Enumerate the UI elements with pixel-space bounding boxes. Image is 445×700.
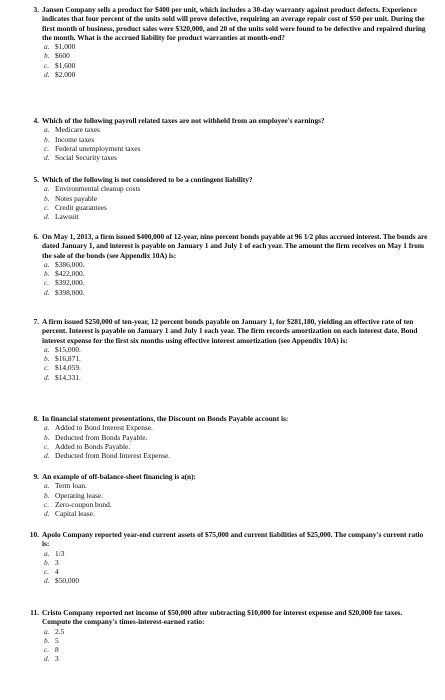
option-letter: a. <box>44 626 50 636</box>
option-letter: b. <box>44 134 50 144</box>
option-letter: c. <box>44 441 50 451</box>
option-letter: d. <box>44 654 50 664</box>
option-text: 2.5 <box>55 626 65 636</box>
option-text: $2,000 <box>55 70 76 80</box>
option-c <box>44 363 432 372</box>
option-a <box>44 260 432 269</box>
option-text: $600 <box>55 51 70 61</box>
option-c <box>44 61 432 70</box>
option-d <box>44 451 432 460</box>
option-letter: d. <box>44 509 50 519</box>
option-text: Deducted from Bond Interest Expense. <box>55 451 171 461</box>
option-text: $50,000 <box>55 576 80 586</box>
option-letter: d. <box>44 212 50 222</box>
question-number: 7. <box>33 317 39 326</box>
option-letter: c. <box>44 202 50 212</box>
option-text: $1,000 <box>55 42 76 52</box>
option-text: 8 <box>55 645 59 655</box>
option-b <box>44 558 432 567</box>
option-a <box>44 42 432 51</box>
option-text: Notes payable <box>55 193 98 203</box>
option-text: Lawsuit <box>55 212 79 222</box>
option-a <box>44 627 432 636</box>
option-b <box>44 491 432 500</box>
question-text: An example of off-balance-sheet financing is a(n): <box>42 472 196 481</box>
option-d <box>44 70 432 79</box>
answer-options <box>22 125 432 162</box>
option-letter: b. <box>44 490 50 500</box>
option-c <box>44 203 432 212</box>
option-d <box>44 509 432 518</box>
option-letter: a. <box>44 42 50 52</box>
option-text: Added to Bonds Payable. <box>55 441 131 451</box>
option-text: $398,000. <box>55 287 85 297</box>
option-letter: d. <box>44 576 50 586</box>
question-8 <box>22 414 432 460</box>
option-letter: a. <box>44 423 50 433</box>
option-text: Capital lease. <box>55 509 95 519</box>
question-number: 9. <box>33 472 39 481</box>
option-letter: b. <box>44 193 50 203</box>
question-number: 3. <box>33 5 39 14</box>
question-text: Cristo Company reported net income of $50,000 after subtracting $10,000 for interest expense and $20,000 for taxes. Compute the company's times-interest-earned ratio: <box>42 608 403 627</box>
answer-options <box>22 184 432 221</box>
option-text: 5 <box>55 635 59 645</box>
option-text: $14,059. <box>55 363 81 373</box>
option-text: Operating lease. <box>55 490 104 500</box>
question-text: Apolo Company reported year-end current assets of $75,000 and current liabilities of $25,000. The company's current ratio is: <box>42 530 424 549</box>
option-letter: b. <box>44 269 50 279</box>
option-a <box>44 345 432 354</box>
option-b <box>44 354 432 363</box>
question-number: 10. <box>29 530 39 539</box>
option-b <box>44 135 432 144</box>
option-letter: c. <box>44 278 50 288</box>
option-letter: c. <box>44 143 50 153</box>
answer-options <box>22 345 432 382</box>
option-d <box>44 212 432 221</box>
option-c <box>44 278 432 287</box>
question-number: 5. <box>33 175 39 184</box>
option-letter: a. <box>44 184 50 194</box>
option-c <box>44 645 432 654</box>
option-b <box>44 636 432 645</box>
option-letter: c. <box>44 567 50 577</box>
option-text: Environmental cleanup costs <box>55 184 141 194</box>
answer-options <box>22 549 432 586</box>
question-6 <box>22 232 432 297</box>
question-text: Which of the following payroll related taxes are not withheld from an employee's earnings? <box>42 116 325 125</box>
option-letter: b. <box>44 635 50 645</box>
option-d <box>44 654 432 663</box>
option-c <box>44 567 432 576</box>
option-c <box>44 144 432 153</box>
question-text: A firm issued $250,000 of ten-year, 12 percent bonds payable on January 1, for $281,180, yielding an effective rate of ten percent. Interest is payable on January 1 and July 1 each year. The firm records amortization on each interest date. Bond interest expense for the first six months using effective interest amortization (see Appendix 10A) is: <box>42 317 418 345</box>
option-text: Social Security taxes <box>55 153 117 163</box>
option-text: $15,000. <box>55 344 81 354</box>
option-b <box>44 433 432 442</box>
option-text: $14,331. <box>55 372 81 382</box>
option-text: 1/3 <box>55 548 65 558</box>
question-number: 4. <box>33 116 39 125</box>
question-11 <box>22 608 432 664</box>
option-a <box>44 481 432 490</box>
question-4 <box>22 116 432 162</box>
option-letter: a. <box>44 481 50 491</box>
option-text: Deducted from Bonds Payable. <box>55 432 148 442</box>
option-a <box>44 184 432 193</box>
option-letter: b. <box>44 557 50 567</box>
answer-options <box>22 481 432 518</box>
option-letter: d. <box>44 287 50 297</box>
option-text: Medicare taxes <box>55 125 100 135</box>
question-number: 8. <box>33 414 39 423</box>
question-text: Jansen Company sells a product for $400 per unit, which includes a 30-day warranty against product defects. Experience indicates that four percent of the units sold will prove defective, requiring an average repair cost of $50 per unit. During the first month of business, product sales were $320,000, and 20 of the units sold were found to be defective and repaired during the month. What is the accrued liability for product warranties at month-end? <box>42 5 426 42</box>
option-text: $16,871. <box>55 354 81 364</box>
answer-options <box>22 260 432 297</box>
option-text: Zero-coupon bond. <box>55 499 112 509</box>
option-text: 4 <box>55 567 59 577</box>
question-7 <box>22 317 432 382</box>
option-d <box>44 153 432 162</box>
option-letter: a. <box>44 548 50 558</box>
question-9 <box>22 472 432 518</box>
option-letter: d. <box>44 70 50 80</box>
question-text: Which of the following is not considered to be a contingent liability? <box>42 175 253 184</box>
option-letter: c. <box>44 60 50 70</box>
option-d <box>44 576 432 585</box>
question-5 <box>22 175 432 221</box>
option-text: Federal unemployment taxes <box>55 143 141 153</box>
option-letter: c. <box>44 363 50 373</box>
option-letter: c. <box>44 645 50 655</box>
answer-options <box>22 42 432 79</box>
answer-options <box>22 627 432 664</box>
question-text: On May 1, 2013, a firm issued $400,000 of 12-year, nine percent bonds payable at 96 1/2 plus accrued interest. The bonds are dated January 1, and interest is payable on January 1 and July 1 of each year. The amount the firm receives on May 1 from the sale of the bonds (see Appendix 10A) is: <box>42 232 428 260</box>
option-text: $422,000. <box>55 269 85 279</box>
option-letter: b. <box>44 354 50 364</box>
option-letter: d. <box>44 153 50 163</box>
option-b <box>44 194 432 203</box>
option-b <box>44 51 432 60</box>
option-text: 3 <box>55 557 59 567</box>
option-c <box>44 500 432 509</box>
option-text: $386,000. <box>55 259 85 269</box>
question-3 <box>22 5 432 79</box>
option-text: 3 <box>55 654 59 664</box>
option-text: Credit guarantees <box>55 202 107 212</box>
option-text: Term loan. <box>55 481 87 491</box>
option-letter: b. <box>44 51 50 61</box>
option-a <box>44 125 432 134</box>
question-10 <box>22 530 432 586</box>
option-b <box>44 269 432 278</box>
option-d <box>44 373 432 382</box>
option-letter: d. <box>44 372 50 382</box>
option-letter: b. <box>44 432 50 442</box>
option-letter: a. <box>44 259 50 269</box>
option-text: $392,000. <box>55 278 85 288</box>
option-text: Income taxes <box>55 134 95 144</box>
option-c <box>44 442 432 451</box>
option-letter: a. <box>44 125 50 135</box>
option-d <box>44 288 432 297</box>
answer-options <box>22 423 432 460</box>
option-letter: c. <box>44 499 50 509</box>
question-text: In financial statement presentations, the Discount on Bonds Payable account is: <box>42 414 289 423</box>
option-text: $1,600 <box>55 60 76 70</box>
option-a <box>44 423 432 432</box>
option-letter: a. <box>44 344 50 354</box>
option-letter: d. <box>44 451 50 461</box>
question-number: 11. <box>30 608 39 617</box>
question-number: 6. <box>33 232 39 241</box>
option-text: Added to Bond Interest Expense. <box>55 423 153 433</box>
option-a <box>44 549 432 558</box>
